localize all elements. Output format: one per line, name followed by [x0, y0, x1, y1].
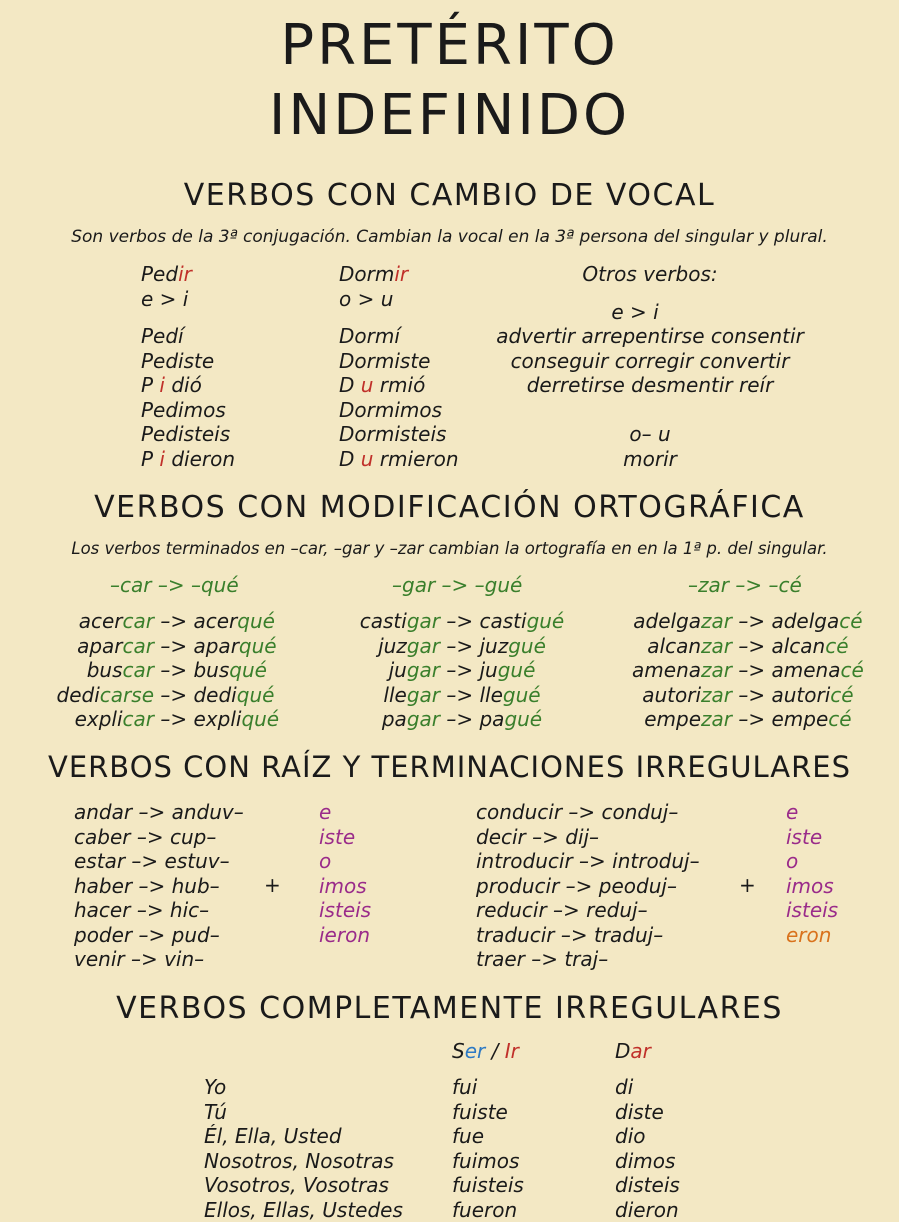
- intro-vowel-change: Son verbos de la 3ª conjugación. Cambian la vocal en la 3ª persona del singular y plural.: [0, 226, 899, 248]
- person: Nosotros, Nosotras: [204, 1149, 403, 1174]
- dormir-form-1: Dormí: [339, 324, 459, 349]
- ending: isteis: [319, 898, 371, 923]
- dar-form: diste: [615, 1100, 680, 1125]
- ending: imos: [319, 874, 371, 899]
- car-verbs: [52, 609, 279, 732]
- pedir-form-1: Pedí: [141, 324, 235, 349]
- ser-ir-form: fue: [452, 1124, 524, 1149]
- pedir-form-5: Pedisteis: [141, 422, 235, 447]
- other-verbs-line: advertir arrepentirse consentir: [480, 324, 820, 349]
- right-irregular-endings: [786, 800, 838, 947]
- person: Vosotros, Vosotras: [204, 1173, 403, 1198]
- dormir-form-4: Dormimos: [339, 398, 459, 423]
- other-verbs-line: derretirse desmentir reír: [480, 373, 820, 398]
- ser-ir-form: fuimos: [452, 1149, 524, 1174]
- pedir-form-4: Pedimos: [141, 398, 235, 423]
- car-verb-row: dedicarse –> dediqué: [52, 683, 279, 708]
- irregular-verb: poder –> pud–: [74, 923, 244, 948]
- other-verbs-rule-e-i: e > i: [480, 300, 790, 325]
- plus-sign-left: +: [264, 873, 281, 898]
- dar-form: di: [615, 1075, 680, 1100]
- dormir-rule: o > u: [339, 287, 393, 312]
- dormir-form-5: Dormisteis: [339, 422, 459, 447]
- dormir-infinitive: Dormir: [339, 262, 408, 287]
- heading-irregular-root: VERBOS CON RAÍZ Y TERMINACIONES IRREGULARES: [0, 749, 899, 785]
- ending: isteis: [786, 898, 838, 923]
- ending: iste: [786, 825, 838, 850]
- dar-forms: [615, 1075, 680, 1222]
- irregular-verb: producir –> peoduj–: [476, 874, 700, 899]
- other-verbs-e-i-list: [480, 324, 820, 398]
- gar-verb-row: juzgar –> juzgué: [340, 634, 564, 659]
- ending: e: [319, 800, 371, 825]
- car-verb-row: aparcar –> aparqué: [52, 634, 279, 659]
- ending: e: [786, 800, 838, 825]
- dar-form: dimos: [615, 1149, 680, 1174]
- heading-orthographic: VERBOS CON MODIFICACIÓN ORTOGRÁFICA: [0, 490, 899, 526]
- pedir-infinitive: Pedir: [141, 262, 192, 287]
- other-verbs-line: conseguir corregir convertir: [480, 349, 820, 374]
- person: Tú: [204, 1100, 403, 1125]
- plus-sign-right: +: [739, 873, 756, 898]
- irregular-verb: haber –> hub–: [74, 874, 244, 899]
- rule-car: –car –> –qué: [110, 573, 239, 598]
- ser-ir-form: fueron: [452, 1198, 524, 1222]
- dormir-form-2: Dormiste: [339, 349, 459, 374]
- other-verbs-rule-o-u: o– u: [480, 422, 820, 447]
- ending: imos: [786, 874, 838, 899]
- heading-vowel-change: VERBOS CON CAMBIO DE VOCAL: [0, 178, 899, 214]
- page-title-line1: PRETÉRITO: [0, 16, 899, 76]
- ser-ir-header: Ser / Ir: [452, 1039, 519, 1064]
- irregular-verb: estar –> estuv–: [74, 849, 244, 874]
- pedir-rule: e > i: [141, 287, 188, 312]
- irregular-verb: traducir –> traduj–: [476, 923, 700, 948]
- car-verb-row: buscar –> busqué: [52, 658, 279, 683]
- gar-verb-row: castigar –> castigué: [340, 609, 564, 634]
- irregular-verb: venir –> vin–: [74, 947, 244, 972]
- car-verb-row: acercar –> acerqué: [52, 609, 279, 634]
- ser-ir-form: fuisteis: [452, 1173, 524, 1198]
- rule-gar: –gar –> –gué: [392, 573, 522, 598]
- rule-zar: –zar –> –cé: [688, 573, 802, 598]
- ending: ieron: [319, 923, 371, 948]
- dormir-form-3: D u rmió: [339, 373, 459, 398]
- zar-verb-row: amenazar –> amenacé: [610, 658, 864, 683]
- ending: eron: [786, 923, 838, 948]
- gar-verb-row: pagar –> pagué: [340, 707, 564, 732]
- ser-ir-form: fui: [452, 1075, 524, 1100]
- zar-verb-row: autorizar –> autoricé: [610, 683, 864, 708]
- zar-verb-row: adelgazar –> adelgacé: [610, 609, 864, 634]
- dar-header: Dar: [615, 1039, 651, 1064]
- gar-verb-row: llegar –> llegué: [340, 683, 564, 708]
- irregular-verb: caber –> cup–: [74, 825, 244, 850]
- ending: o: [786, 849, 838, 874]
- irregular-verb: introducir –> introduj–: [476, 849, 700, 874]
- irregular-verb: andar –> anduv–: [74, 800, 244, 825]
- car-verb-row: explicar –> expliqué: [52, 707, 279, 732]
- ser-ir-forms: [452, 1075, 524, 1222]
- ser-ir-form: fuiste: [452, 1100, 524, 1125]
- dormir-forms: [339, 324, 459, 471]
- pedir-forms: [141, 324, 235, 471]
- other-verbs-o-u-list: morir: [480, 447, 820, 472]
- pedir-form-2: Pediste: [141, 349, 235, 374]
- dar-form: dio: [615, 1124, 680, 1149]
- dar-form: disteis: [615, 1173, 680, 1198]
- irregular-verb: conducir –> conduj–: [476, 800, 700, 825]
- pedir-form-6: P i dieron: [141, 447, 235, 472]
- page-title-line2: INDEFINIDO: [0, 86, 899, 146]
- irregular-verb: hacer –> hic–: [74, 898, 244, 923]
- ending: iste: [319, 825, 371, 850]
- ending: o: [319, 849, 371, 874]
- zar-verb-row: empezar –> empecé: [610, 707, 864, 732]
- irregular-verb: decir –> dij–: [476, 825, 700, 850]
- dar-form: dieron: [615, 1198, 680, 1222]
- zar-verb-row: alcanzar –> alcancé: [610, 634, 864, 659]
- person: Ellos, Ellas, Ustedes: [204, 1198, 403, 1222]
- right-irregular-verbs: [476, 800, 700, 972]
- zar-verbs: [610, 609, 864, 732]
- irregular-verb: traer –> traj–: [476, 947, 700, 972]
- person: Él, Ella, Usted: [204, 1124, 403, 1149]
- left-irregular-endings: [319, 800, 371, 947]
- gar-verb-row: jugar –> jugué: [340, 658, 564, 683]
- other-verbs-label: Otros verbos:: [480, 262, 820, 287]
- persons-column: [204, 1075, 403, 1222]
- intro-orthographic: Los verbos terminados en –car, –gar y –zar cambian la ortografía en en la 1ª p. del singular.: [0, 538, 899, 560]
- irregular-verb: reducir –> reduj–: [476, 898, 700, 923]
- heading-fully-irregular: VERBOS COMPLETAMENTE IRREGULARES: [0, 991, 899, 1027]
- person: Yo: [204, 1075, 403, 1100]
- left-irregular-verbs: [74, 800, 244, 972]
- pedir-form-3: P i dió: [141, 373, 235, 398]
- gar-verbs: [340, 609, 564, 732]
- dormir-form-6: D u rmieron: [339, 447, 459, 472]
